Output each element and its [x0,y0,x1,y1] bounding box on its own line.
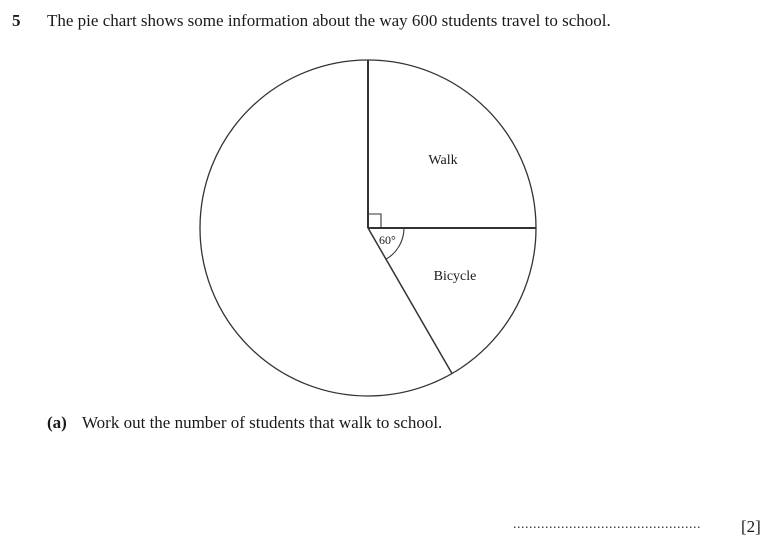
angle-label-bicycle: 60° [379,233,396,247]
radius-bicycle-end [368,228,452,374]
sector-label-walk: Walk [428,153,458,168]
sector-label-bicycle: Bicycle [433,269,477,284]
question-number: 5 [12,11,21,30]
right-angle-marker [368,214,381,228]
answer-line[interactable]: ............................................... [513,517,701,532]
marks-label: [2] [741,517,761,536]
part-a-text: Work out the number of students that walk to school. [82,413,443,432]
question-text: The pie chart shows some information about the way 600 students travel to school. [47,11,611,30]
part-a-label: (a) [47,413,67,432]
